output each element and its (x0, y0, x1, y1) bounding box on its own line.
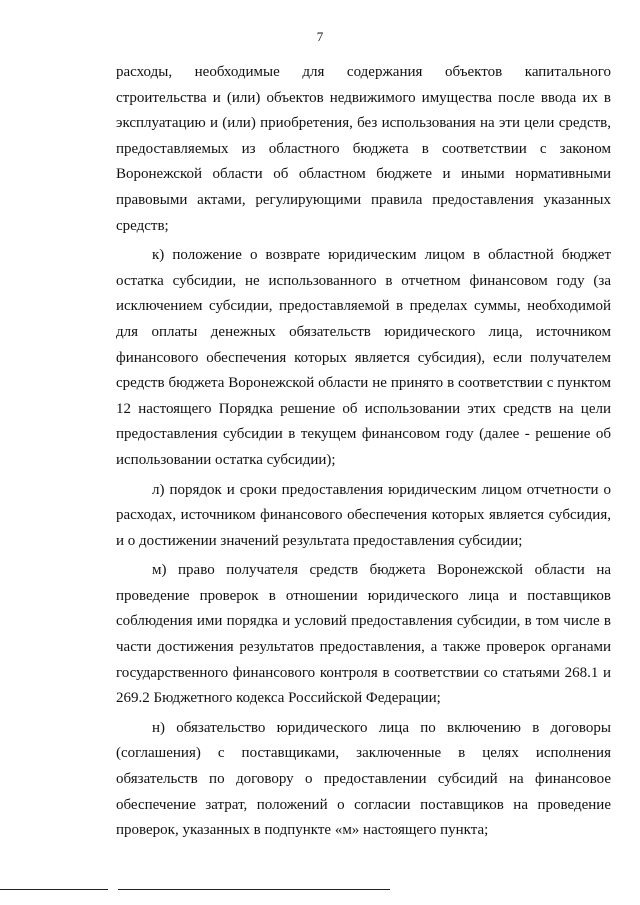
footer-divider-left (0, 889, 108, 890)
footer-divider-right (118, 889, 390, 890)
paragraph-continuation: расходы, необходимые для содержания объектов капитального строительства и (или) объектов недвижимого имущества после ввода их в эксплуатацию и (или) приобретения, без использования на эти цели средств, предоставляемых из областного бюджета в соответствии с законом Воронежской области об областном бюджете и иными нормативными правовыми актами, регулирующими правила предоставления указанных средств; (116, 64, 611, 234)
page-number: 7 (316, 29, 324, 44)
paragraph-item-k: к) положение о возврате юридическим лицом в областной бюджет остатка субсидии, не использованного в отчетном финансовом году (за исключением субсидии, предоставляемой в пределах суммы, необходимой для оплаты денежных обязательств юридического лица, источником финансового обеспечения которых является субсидия), если получателем средств бюджета Воронежской области не принято в соответствии с пунктом 12 настоящего Порядка решение об использовании этих средств на цели предоставления субсидии в текущем финансовом году (далее - решение об использовании остатка субсидии); (116, 247, 611, 468)
paragraph-item-n: н) обязательство юридического лица по включению в договоры (соглашения) с поставщиками, заключенные в целях исполнения обязательств по договору о предоставлении субсидий на финансовое обеспечение затрат, положений о согласии поставщиков на проведение проверок, указанных в подпункте «м» настоящего пункта; (116, 719, 611, 839)
document-body (116, 60, 611, 848)
paragraph-item-m: м) право получателя средств бюджета Воронежской области на проведение проверок в отношении юридического лица и поставщиков соблюдения ими порядка и условий предоставления субсидии, в том числе в части достижения результатов предоставления, а также проверок органами государственного финансового контроля в соответствии со статьями 268.1 и 269.2 Бюджетного кодекса Российской Федерации; (116, 562, 611, 707)
paragraph-item-l: л) порядок и сроки предоставления юридическим лицом отчетности о расходах, источником финансового обеспечения которых является субсидия, и о достижении значений результата предоставления субсидии; (116, 481, 611, 549)
